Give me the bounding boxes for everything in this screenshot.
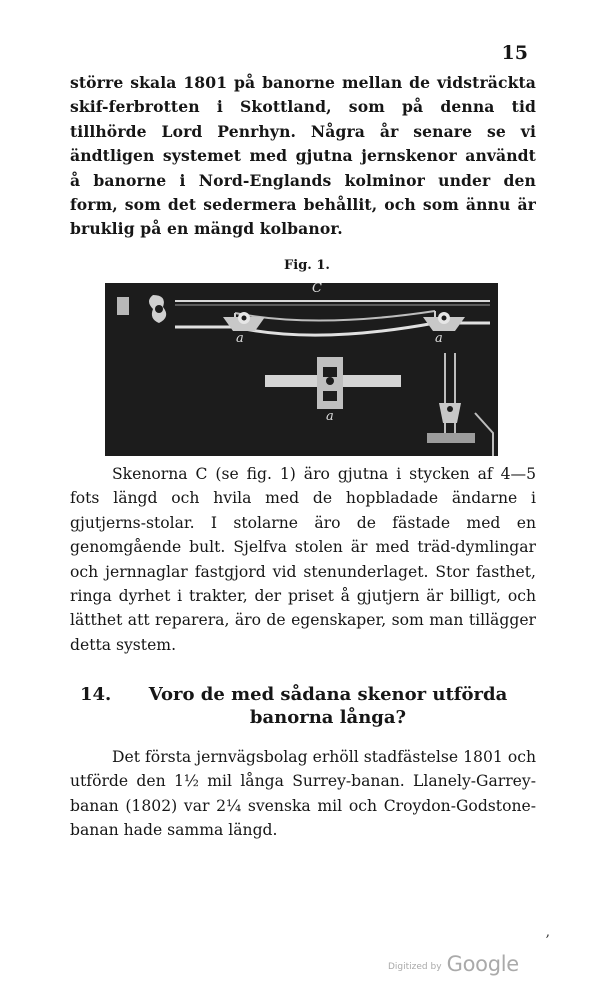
page-number: 15 [501,42,528,64]
figure-label-c: C [312,283,322,296]
paragraph-2-text: Skenorna C (se fig. 1) äro gjutna i stycken af 4—5 fots längd och hvila med de hopbladade ändarne i gjutjerns-stolar. I stolarne äro de fästade med en genomgående bult. Sjelfva stolen är med träd-dymlingar och jernnaglar fastgjord vid stenunderlaget. Stor fasthet, ringa dyrhet i trakter, der priset å gjutjern är billigt, och lätthet att reparera, äro de egenskaper, som man tillägger detta system. [70,465,536,654]
section-heading [70,683,536,729]
paragraph-1: större skala 1801 på banorne mellan de vidsträckta skif-ferbrotten i Skottland, som på denna tid tillhörde Lord Penrhyn. Några år senare se vi ändtligen systemet med gjutna jernskenor användt å banorne i Nord-Englands kolminor under den form, som det sedermera behållit, och som ännu är bruklig på en mängd kolbanor. [70,73,536,239]
paragraph-3 [70,745,536,843]
figure-label-a-right: a [435,331,443,346]
paragraph-3-text: Det första jernvägsbolag erhöll stadfästelse 1801 och utförde den 1½ mil långa Surrey-banan. Llanely-Garrey-banan (1802) var 2¼ svenska mil och Croydon-Godstone-banan hade samma längd. [70,748,536,840]
figure-label-a-bottom: a [326,409,334,424]
page-mark: ‚ [545,924,550,940]
rail-diagram-illustration [105,283,498,456]
section-number: 14. [80,684,112,705]
watermark-brand: Google [446,952,519,976]
figure-rail-diagram [105,283,498,456]
section-title: Voro de med sådana skenor utförda banorna långa? [148,684,508,728]
google-watermark [388,952,519,976]
paragraph-2 [70,462,536,657]
watermark-prefix: Digitized by [388,962,442,972]
figure-caption: Fig. 1. [284,258,330,273]
figure-label-a-left: a [236,331,244,346]
